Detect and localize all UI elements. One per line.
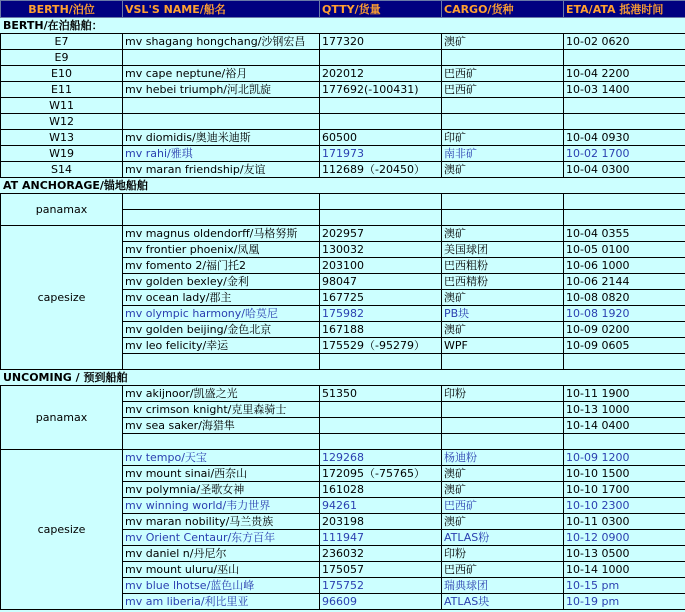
eta-cell[interactable]: 10-11 1900 bbox=[564, 386, 685, 402]
eta-cell[interactable]: 10-11 0300 bbox=[564, 514, 685, 530]
cargo-cell[interactable]: 澳矿 bbox=[442, 290, 564, 306]
cargo-cell[interactable]: 澳矿 bbox=[442, 322, 564, 338]
eta-cell[interactable]: 10-04 0355 bbox=[564, 226, 685, 242]
eta-cell[interactable]: 10-10 1700 bbox=[564, 482, 685, 498]
vessel-class-cell[interactable]: panamax bbox=[1, 194, 123, 226]
column-header-quantity[interactable]: QTTY/货量 bbox=[320, 1, 442, 18]
cargo-cell[interactable] bbox=[442, 434, 564, 450]
cargo-cell[interactable]: 巴西粗粉 bbox=[442, 258, 564, 274]
cargo-cell[interactable]: 澳矿 bbox=[442, 514, 564, 530]
quantity-cell[interactable]: 167725 bbox=[320, 290, 442, 306]
cargo-cell[interactable]: 南非矿 bbox=[442, 146, 564, 162]
quantity-cell[interactable]: 203100 bbox=[320, 258, 442, 274]
table-row bbox=[1, 130, 685, 146]
cargo-cell[interactable]: 印粉 bbox=[442, 386, 564, 402]
berth-cell[interactable]: E10 bbox=[1, 66, 123, 82]
berth-cell[interactable]: W11 bbox=[1, 98, 123, 114]
cargo-cell[interactable]: 澳矿 bbox=[442, 466, 564, 482]
table-row bbox=[1, 50, 685, 66]
section-title-row bbox=[1, 18, 685, 34]
vessel-name-cell[interactable]: mv ocean lady/郡主 bbox=[123, 290, 320, 306]
quantity-cell[interactable]: 175057 bbox=[320, 562, 442, 578]
column-header-berth[interactable]: BERTH/泊位 bbox=[1, 1, 123, 18]
eta-cell[interactable]: 10-06 1000 bbox=[564, 258, 685, 274]
table-row bbox=[1, 386, 685, 402]
quantity-cell[interactable] bbox=[320, 210, 442, 226]
vessel-class-cell[interactable]: capesize bbox=[1, 226, 123, 370]
section-title[interactable]: BERTH/在泊船舶： bbox=[1, 18, 685, 34]
vessel-name-cell[interactable]: mv blue lhotse/蓝色山峰 bbox=[123, 578, 320, 594]
vessel-name-cell[interactable]: mv shagang hongchang/沙钢宏昌 bbox=[123, 34, 320, 50]
section-title[interactable]: UNCOMING / 预到船舶 bbox=[1, 370, 685, 386]
cargo-cell[interactable]: PB块 bbox=[442, 306, 564, 322]
table-row bbox=[1, 162, 685, 178]
quantity-cell[interactable]: 175752 bbox=[320, 578, 442, 594]
cargo-cell[interactable] bbox=[442, 114, 564, 130]
header-row bbox=[1, 1, 685, 18]
eta-cell[interactable]: 10-04 0930 bbox=[564, 130, 685, 146]
table-row bbox=[1, 98, 685, 114]
cargo-cell[interactable] bbox=[442, 194, 564, 210]
vessel-name-cell[interactable]: mv polymnia/圣歌女神 bbox=[123, 482, 320, 498]
cargo-cell[interactable] bbox=[442, 402, 564, 418]
vessel-name-cell[interactable]: mv Orient Centaur/东方百年 bbox=[123, 530, 320, 546]
quantity-cell[interactable] bbox=[320, 402, 442, 418]
quantity-cell[interactable] bbox=[320, 98, 442, 114]
vessel-name-cell[interactable]: mv rahi/雅琪 bbox=[123, 146, 320, 162]
quantity-cell[interactable]: 172095（-75765） bbox=[320, 466, 442, 482]
eta-cell[interactable] bbox=[564, 210, 685, 226]
cargo-cell[interactable]: WPF bbox=[442, 338, 564, 354]
vessel-name-cell[interactable]: mv akijnoor/凯盛之光 bbox=[123, 386, 320, 402]
cargo-cell[interactable] bbox=[442, 98, 564, 114]
quantity-cell[interactable]: 177692(-100431) bbox=[320, 82, 442, 98]
eta-cell[interactable] bbox=[564, 114, 685, 130]
vessel-name-cell[interactable]: mv diomidis/奥迪米迪斯 bbox=[123, 130, 320, 146]
eta-cell[interactable] bbox=[564, 98, 685, 114]
table-row bbox=[1, 66, 685, 82]
quantity-cell[interactable]: 203198 bbox=[320, 514, 442, 530]
eta-cell[interactable]: 10-14 0400 bbox=[564, 418, 685, 434]
cargo-cell[interactable]: 巴西矿 bbox=[442, 498, 564, 514]
cargo-cell[interactable]: ATLAS块 bbox=[442, 594, 564, 610]
cargo-cell[interactable]: ATLAS粉 bbox=[442, 530, 564, 546]
vessel-name-cell[interactable]: mv mount uluru/巫山 bbox=[123, 562, 320, 578]
vessel-name-cell[interactable]: mv sea saker/海猎隼 bbox=[123, 418, 320, 434]
vessel-name-cell[interactable] bbox=[123, 434, 320, 450]
quantity-cell[interactable]: 202012 bbox=[320, 66, 442, 82]
cargo-cell[interactable]: 巴西矿 bbox=[442, 562, 564, 578]
cargo-cell[interactable]: 印粉 bbox=[442, 546, 564, 562]
quantity-cell[interactable] bbox=[320, 194, 442, 210]
eta-cell[interactable]: 10-04 0300 bbox=[564, 162, 685, 178]
quantity-cell[interactable]: 98047 bbox=[320, 274, 442, 290]
eta-cell[interactable] bbox=[564, 50, 685, 66]
vessel-name-cell[interactable] bbox=[123, 114, 320, 130]
vessel-name-cell[interactable] bbox=[123, 50, 320, 66]
vessel-name-cell[interactable]: mv maran nobility/马兰贵族 bbox=[123, 514, 320, 530]
quantity-cell[interactable]: 51350 bbox=[320, 386, 442, 402]
berth-cell[interactable]: W13 bbox=[1, 130, 123, 146]
column-header-eta[interactable]: ETA/ATA 抵港时间 bbox=[564, 1, 685, 18]
cargo-cell[interactable] bbox=[442, 418, 564, 434]
quantity-cell[interactable]: 177320 bbox=[320, 34, 442, 50]
eta-cell[interactable]: 10-14 1000 bbox=[564, 562, 685, 578]
eta-cell[interactable]: 10-03 1400 bbox=[564, 82, 685, 98]
vessel-class-cell[interactable]: capesize bbox=[1, 450, 123, 610]
eta-cell[interactable]: 10-04 2200 bbox=[564, 66, 685, 82]
cargo-cell[interactable]: 美国球团 bbox=[442, 242, 564, 258]
vessel-name-cell[interactable]: mv cape neptune/裕月 bbox=[123, 66, 320, 82]
eta-cell[interactable]: 10-06 2144 bbox=[564, 274, 685, 290]
vessel-name-cell[interactable]: mv frontier phoenix/凤凰 bbox=[123, 242, 320, 258]
vessel-name-cell[interactable] bbox=[123, 98, 320, 114]
quantity-cell[interactable] bbox=[320, 354, 442, 370]
vessel-name-cell[interactable]: mv winning world/韦力世界 bbox=[123, 498, 320, 514]
table-row bbox=[1, 34, 685, 50]
vessel-name-cell[interactable]: mv golden bexley/金利 bbox=[123, 274, 320, 290]
eta-cell[interactable]: 10-08 1920 bbox=[564, 306, 685, 322]
quantity-cell[interactable]: 175982 bbox=[320, 306, 442, 322]
cargo-cell[interactable]: 澳矿 bbox=[442, 162, 564, 178]
quantity-cell[interactable] bbox=[320, 418, 442, 434]
quantity-cell[interactable]: 202957 bbox=[320, 226, 442, 242]
vessel-name-cell[interactable]: mv tempo/天宝 bbox=[123, 450, 320, 466]
eta-cell[interactable]: 10-05 0100 bbox=[564, 242, 685, 258]
eta-cell[interactable]: 10-09 0605 bbox=[564, 338, 685, 354]
eta-cell[interactable]: 10-12 0900 bbox=[564, 530, 685, 546]
vessel-name-cell[interactable]: mv am liberia/利比里亚 bbox=[123, 594, 320, 610]
vessel-name-cell[interactable]: mv mount sinai/西奈山 bbox=[123, 466, 320, 482]
eta-cell[interactable]: 10-15 pm bbox=[564, 578, 685, 594]
eta-cell[interactable]: 10-08 0820 bbox=[564, 290, 685, 306]
quantity-cell[interactable]: 94261 bbox=[320, 498, 442, 514]
berth-cell[interactable]: E11 bbox=[1, 82, 123, 98]
section-title-row bbox=[1, 178, 685, 194]
quantity-cell[interactable]: 60500 bbox=[320, 130, 442, 146]
cargo-cell[interactable]: 澳矿 bbox=[442, 226, 564, 242]
cargo-cell[interactable]: 澳矿 bbox=[442, 34, 564, 50]
vessel-name-cell[interactable]: mv crimson knight/克里森骑士 bbox=[123, 402, 320, 418]
vessel-name-cell[interactable]: mv maran friendship/友谊 bbox=[123, 162, 320, 178]
quantity-cell[interactable]: 111947 bbox=[320, 530, 442, 546]
table-row bbox=[1, 146, 685, 162]
cargo-cell[interactable]: 巴西矿 bbox=[442, 66, 564, 82]
eta-cell[interactable] bbox=[564, 354, 685, 370]
table-row bbox=[1, 114, 685, 130]
vessel-name-cell[interactable]: mv magnus oldendorff/马格努斯 bbox=[123, 226, 320, 242]
eta-cell[interactable]: 10-02 1700 bbox=[564, 146, 685, 162]
quantity-cell[interactable]: 167188 bbox=[320, 322, 442, 338]
quantity-cell[interactable]: 161028 bbox=[320, 482, 442, 498]
quantity-cell[interactable]: 112689（-20450） bbox=[320, 162, 442, 178]
cargo-cell[interactable]: 瑞典球团 bbox=[442, 578, 564, 594]
vessel-class-cell[interactable]: panamax bbox=[1, 386, 123, 450]
quantity-cell[interactable] bbox=[320, 114, 442, 130]
table-row bbox=[1, 450, 685, 466]
vessel-name-cell[interactable] bbox=[123, 354, 320, 370]
berth-cell[interactable]: W12 bbox=[1, 114, 123, 130]
quantity-cell[interactable]: 96609 bbox=[320, 594, 442, 610]
eta-cell[interactable]: 10-02 0620 bbox=[564, 34, 685, 50]
eta-cell[interactable] bbox=[564, 434, 685, 450]
eta-cell[interactable]: 10-09 1200 bbox=[564, 450, 685, 466]
cargo-cell[interactable]: 印矿 bbox=[442, 130, 564, 146]
vessel-name-cell[interactable]: mv daniel n/丹尼尔 bbox=[123, 546, 320, 562]
section-title-row bbox=[1, 370, 685, 386]
vessel-name-cell[interactable] bbox=[123, 194, 320, 210]
column-header-cargo[interactable]: CARGO/货种 bbox=[442, 1, 564, 18]
cargo-cell[interactable]: 巴西矿 bbox=[442, 82, 564, 98]
table-row bbox=[1, 82, 685, 98]
eta-cell[interactable]: 10-09 0200 bbox=[564, 322, 685, 338]
table-row bbox=[1, 226, 685, 242]
vessel-name-cell[interactable]: mv golden beijing/金色北京 bbox=[123, 322, 320, 338]
cargo-cell[interactable]: 澳矿 bbox=[442, 482, 564, 498]
quantity-cell[interactable]: 130032 bbox=[320, 242, 442, 258]
cargo-cell[interactable]: 杨迪粉 bbox=[442, 450, 564, 466]
eta-cell[interactable]: 10-13 0500 bbox=[564, 546, 685, 562]
quantity-cell[interactable]: 171973 bbox=[320, 146, 442, 162]
cargo-cell[interactable] bbox=[442, 210, 564, 226]
quantity-cell[interactable]: 175529（-95279） bbox=[320, 338, 442, 354]
quantity-cell[interactable]: 236032 bbox=[320, 546, 442, 562]
vessel-name-cell[interactable]: mv leo felicity/幸运 bbox=[123, 338, 320, 354]
berth-cell[interactable]: S14 bbox=[1, 162, 123, 178]
eta-cell[interactable]: 10-19 pm bbox=[564, 594, 685, 610]
cargo-cell[interactable]: 巴西精粉 bbox=[442, 274, 564, 290]
berth-cell[interactable]: W19 bbox=[1, 146, 123, 162]
vessel-name-cell[interactable]: mv hebei triumph/河北凯旋 bbox=[123, 82, 320, 98]
column-header-vessel-name[interactable]: VSL'S NAME/船名 bbox=[123, 1, 320, 18]
table-row bbox=[1, 194, 685, 210]
cargo-cell[interactable] bbox=[442, 354, 564, 370]
vessel-name-cell[interactable]: mv olympic harmony/哈莫尼 bbox=[123, 306, 320, 322]
eta-cell[interactable] bbox=[564, 194, 685, 210]
vessel-name-cell[interactable] bbox=[123, 210, 320, 226]
berth-cell[interactable]: E9 bbox=[1, 50, 123, 66]
quantity-cell[interactable] bbox=[320, 50, 442, 66]
quantity-cell[interactable]: 129268 bbox=[320, 450, 442, 466]
eta-cell[interactable]: 10-10 2300 bbox=[564, 498, 685, 514]
eta-cell[interactable]: 10-13 1000 bbox=[564, 402, 685, 418]
section-title[interactable]: AT ANCHORAGE/锚地船舶 bbox=[1, 178, 685, 194]
vessel-name-cell[interactable]: mv fomento 2/福门托2 bbox=[123, 258, 320, 274]
quantity-cell[interactable] bbox=[320, 434, 442, 450]
berth-cell[interactable]: E7 bbox=[1, 34, 123, 50]
cargo-cell[interactable] bbox=[442, 50, 564, 66]
eta-cell[interactable]: 10-10 1500 bbox=[564, 466, 685, 482]
